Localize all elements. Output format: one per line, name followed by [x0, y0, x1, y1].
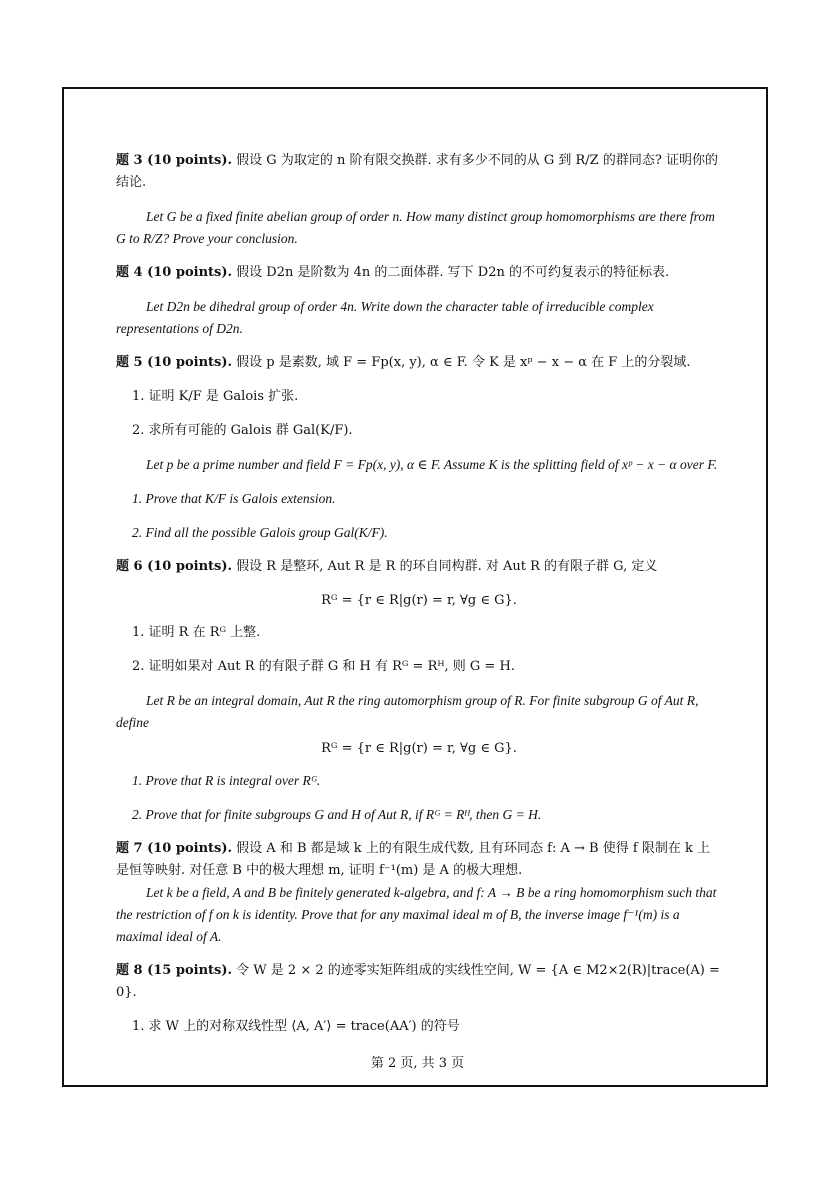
- list-item: 1. 求 W 上的对称双线性型 ⟨A, A′⟩ = trace(AA′) 的符号: [132, 1019, 460, 1034]
- formula-fixed-ring-en: Rᴳ = {r ∈ R|g(r) = r, ∀g ∈ G}.: [321, 741, 517, 756]
- problem-5-title: 题 5 (10 points).: [116, 355, 233, 370]
- list-item: 2. 求所有可能的 Galois 群 Gal(K/F).: [132, 423, 353, 438]
- list-item: 2. Prove that for finite subgroups G and H of Aut R, if Rᴳ = Rᴴ, then G = H.: [132, 807, 542, 822]
- list-item: 1. Prove that R is integral over Rᴳ.: [132, 773, 321, 788]
- list-item: 2. Find all the possible Galois group Gal(K/F).: [132, 525, 388, 540]
- problem-4-title: 题 4 (10 points).: [116, 265, 233, 280]
- problem-8-cn: [116, 960, 722, 1004]
- problem-4-cn: [116, 262, 722, 284]
- formula-fixed-ring: Rᴳ = {r ∈ R|g(r) = r, ∀g ∈ G}.: [321, 593, 517, 608]
- problem-6-en-list: [116, 770, 722, 826]
- problem-8-cn-list: [116, 1016, 722, 1038]
- problem-5-cn: [116, 352, 722, 374]
- problem-6-cn-list: [116, 622, 722, 678]
- problem-3-en: Let G be a fixed finite abelian group of order n. How many distinct group homomorphisms are there from G to R/Z? Prove your conclusion.: [116, 209, 715, 246]
- problem-7-cn-text: 假设 A 和 B 都是域 k 上的有限生成代数, 且有环同态 f: A → B 使得 f 限制在 k 上是恒等映射. 对任意 B 中的极大理想 m, 证明 f⁻¹(m) 是 A 的极大理想.: [116, 841, 710, 878]
- problem-5-en-list: [116, 488, 722, 544]
- list-item: 1. 证明 K/F 是 Galois 扩张.: [132, 389, 299, 404]
- exam-content: [116, 150, 722, 1050]
- problem-3-cn-text: 假设 G 为取定的 n 阶有限交换群. 求有多少不同的从 G 到 R/Z 的群同态? 证明你的结论.: [116, 153, 718, 190]
- problem-8-title: 题 8 (15 points).: [116, 963, 233, 978]
- problem-6-title: 题 6 (10 points).: [116, 559, 233, 574]
- problem-7-title: 题 7 (10 points).: [116, 841, 233, 856]
- problem-5-cn-list: [116, 386, 722, 442]
- list-item: 1. 证明 R 在 Rᴳ 上整.: [132, 625, 261, 640]
- problem-3-cn: [116, 150, 722, 194]
- list-item: 2. 证明如果对 Aut R 的有限子群 G 和 H 有 Rᴳ = Rᴴ, 则 G = H.: [132, 659, 515, 674]
- problem-8-cn-text: 令 W 是 2 × 2 的迹零实矩阵组成的实线性空间, W = {A ∈ M2×2(R)|trace(A) = 0}.: [116, 963, 720, 1000]
- problem-6-cn: [116, 556, 722, 578]
- problem-6-en: Let R be an integral domain, Aut R the ring automorphism group of R. For finite subgroup G of Aut R, define: [116, 693, 699, 730]
- problem-4-cn-text: 假设 D2n 是阶数为 4n 的二面体群. 写下 D2n 的不可约复表示的特征标表.: [236, 265, 670, 280]
- problem-3-title: 题 3 (10 points).: [116, 153, 233, 168]
- list-item: 1. Prove that K/F is Galois extension.: [132, 491, 336, 506]
- problem-5-cn-text: 假设 p 是素数, 域 F = Fp(x, y), α ∈ F. 令 K 是 xᵖ − x − α 在 F 上的分裂域.: [236, 355, 691, 370]
- problem-7-en: Let k be a field, A and B be finitely generated k-algebra, and f: A → B be a ring homomorphism such that the restriction of f on k is identity. Prove that for any maximal ideal m of B, the inverse image f⁻¹(m) is a maximal ideal of A.: [116, 885, 717, 944]
- problem-4-en: Let D2n be dihedral group of order 4n. Write down the character table of irreducible complex representations of D2n.: [116, 299, 654, 336]
- problem-7-cn: [116, 838, 722, 882]
- problem-6-cn-text: 假设 R 是整环, Aut R 是 R 的环自同构群. 对 Aut R 的有限子群 G, 定义: [236, 559, 658, 574]
- problem-5-en: Let p be a prime number and field F = Fp(x, y), α ∈ F. Assume K is the splitting field of xᵖ − x − α over F.: [146, 457, 718, 472]
- page-footer: 第 2 页, 共 3 页: [370, 1056, 465, 1071]
